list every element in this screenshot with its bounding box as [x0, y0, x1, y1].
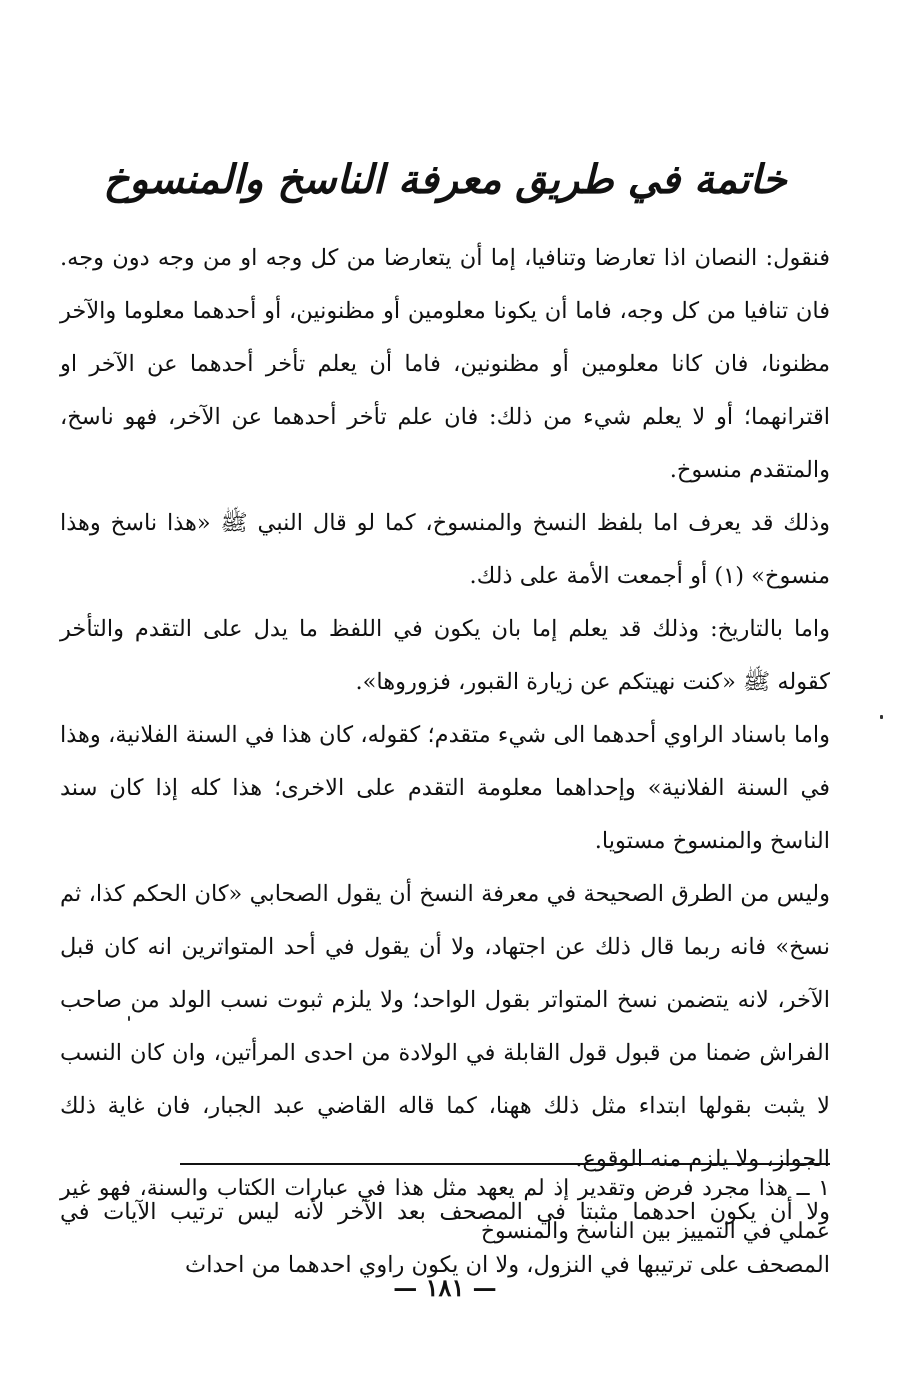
scan-speck [128, 1016, 130, 1021]
paragraph-4: واما باسناد الراوي أحدهما الى شيء متقدم؛ كقوله، كان هذا في السنة الفلانية، وهذا في السنة الفلانية» وإحداهما معلومة التقدم على الاخرى؛ هذا كله إذا كان سند الناسخ والمنسوخ مستويا. [60, 722, 830, 854]
paragraph-3: واما بالتاريخ: وذلك قد يعلم إما بان يكون في اللفظ ما يدل على التقدم والتأخر كقوله ﷺ «كنت نهيتكم عن زيارة القبور، فزوروها». [60, 616, 830, 695]
chapter-title: خاتمة في طريق معرفة الناسخ والمنسوخ [103, 156, 787, 203]
main-text [60, 232, 830, 1292]
paragraph-1: فنقول: النصان اذا تعارضا وتنافيا، إما أن يتعارضا من كل وجه او من وجه دون وجه. فان تنافيا من كل وجه، فاما أن يكونا معلومين أو مظنونين، أو أحدهما معلوما والآخر مظنونا، فان كانا معلومين أو مظنونين، فاما أن يعلم تأخر أحدهما عن الآخر او اقترانهما؛ أو لا يعلم شيء من ذلك: فان علم تأخر أحدهما عن الآخر، فهو ناسخ، والمتقدم منسوخ. [60, 245, 830, 483]
page-number: — ١٨١ — [393, 1273, 497, 1302]
paragraph-5: وليس من الطرق الصحيحة في معرفة النسخ أن يقول الصحابي «كان الحكم كذا، ثم نسخ» فانه ربما قال ذلك عن اجتهاد، ولا أن يقول في أحد المتواترين انه كان قبل الآخر، لانه يتضمن نسخ المتواتر بقول الواحد؛ ولا يلزم ثبوت نسب الولد من صاحب الفراش ضمنا من قبول قول القابلة في الولادة من احدى المرأتين، وان كان النسب لا يثبت بقولها ابتداء مثل ذلك ههنا، كما قاله القاضي عبد الجبار، فان غاية ذلك الجواز، ولا يلزم منه الوقوع. [60, 881, 830, 1172]
footnote-separator [180, 1163, 830, 1165]
paragraph-2: وذلك قد يعرف اما بلفظ النسخ والمنسوخ، كما لو قال النبي ﷺ «هذا ناسخ وهذا منسوخ» (١) أو أجمعت الأمة على ذلك. [60, 510, 830, 589]
footnote: ١ ــ هذا مجرد فرض وتقدير إذ لم يعهد مثل هذا في عبارات الكتاب والسنة، فهو غير عملي في التمييز بين الناسخ والمنسوخ [60, 1176, 830, 1244]
paragraph-6: ولا أن يكون احدهما مثبتا في المصحف بعد الآخر لأنه ليس ترتيب الآيات في المصحف على ترتيبها في النزول، ولا ان يكون راوي احدهما من احداث [60, 1199, 830, 1278]
scan-speck [880, 715, 883, 719]
book-page [60, 0, 830, 1378]
